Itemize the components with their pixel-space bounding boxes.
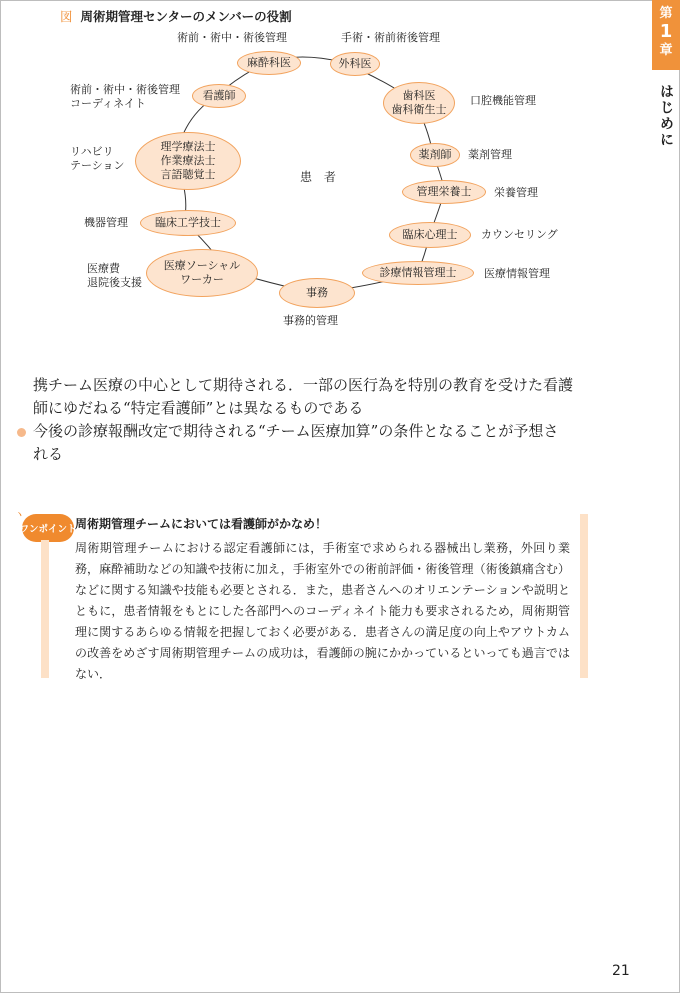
node-nurse: 看護師 (192, 84, 246, 108)
node-clerical: 事務 (279, 278, 355, 308)
chapter-suffix: 章 (659, 43, 673, 58)
center-label-patient: 患 者 (300, 170, 340, 184)
chapter-tab (652, 0, 680, 70)
body-line-1: 携チーム医療の中心として期待される．一部の医行為を特別の教育を受けた看護 (33, 376, 574, 394)
node-clinical-engineer: 臨床工学技士 (140, 210, 236, 236)
node-social-worker: 医療ソーシャル ワーカー (146, 249, 258, 297)
role-dietitian: 栄養管理 (494, 186, 538, 199)
node-psychologist: 臨床心理士 (389, 222, 471, 248)
one-point-text: 周術期管理チームにおける認定看護師には，手術室で求められる器械出し業務，外回り業務，麻酔補助などの知識や技術に加え，手術室外での術前評価・術後管理（術後鎮痛含む）などに関する知識や技能も必要とされる．また，患者さんへのオリエンテーションや説明とともに，患者情報をもとにした各部門へのコーディネイト能力も要求されるため，周術期管理に関するあらゆる情報を把握しておく必要がある．患者さんの満足度の向上やアウトカムの改善をめざす周術期管理チームの成功は，看護師の腕にかかっているといっても過言ではない． (75, 541, 570, 681)
role-medical-records: 医療情報管理 (484, 267, 550, 280)
role-psychologist: カウンセリング (481, 228, 558, 241)
body-line-2: 師にゆだねる“特定看護師”とは異なるものである (33, 399, 364, 417)
node-surgeon: 外科医 (330, 52, 380, 76)
one-point-left-bar (41, 540, 49, 678)
role-rehab: リハビリ テーション (70, 145, 125, 172)
page-number: 21 (612, 963, 630, 979)
one-point-right-bar (580, 514, 588, 678)
role-clinical-engineer: 機器管理 (84, 216, 128, 229)
role-nurse: 術前・術中・術後管理 コーディネイト (70, 83, 180, 110)
node-pharmacist: 薬剤師 (410, 143, 460, 167)
bullet-icon (17, 428, 26, 437)
bullet-text: 今後の診療報酬改定で期待される“チーム医療加算”の条件となることが予想さ (33, 422, 559, 440)
node-medical-records: 診療情報管理士 (362, 261, 474, 285)
sparkle-icon: ヽ (14, 508, 25, 521)
role-clerical: 事務的管理 (283, 314, 338, 327)
one-point-title: 周術期管理チームにおいては看護師がかなめ！ (75, 517, 328, 531)
team-diagram (0, 0, 680, 340)
one-point-label: ワンポイント (22, 514, 74, 542)
node-dietitian: 管理栄養士 (402, 180, 486, 204)
role-pharmacist: 薬剤管理 (468, 148, 512, 161)
one-point-badge (14, 506, 77, 542)
role-social-worker: 医療費 退院後支援 (87, 262, 142, 289)
figure-mark: 図 (60, 9, 73, 24)
node-rehab-therapists: 理学療法士 作業療法士 言語聴覚士 (135, 132, 241, 190)
chapter-prefix: 第 (659, 6, 673, 21)
role-anesthesiologist: 術前・術中・術後管理 (177, 31, 287, 44)
body-text (33, 374, 633, 466)
bullet-continuation: れる (33, 445, 64, 463)
role-dentist: 口腔機能管理 (470, 94, 536, 107)
chapter-title: はじめに (658, 84, 674, 148)
node-anesthesiologist: 麻酔科医 (237, 51, 301, 75)
figure-title: 周術期管理センターのメンバーの役割 (80, 9, 292, 24)
chapter-number: 1 (659, 21, 673, 42)
bullet-item (33, 420, 633, 443)
role-surgeon: 手術・術前術後管理 (341, 31, 440, 44)
node-dentist: 歯科医 歯科衛生士 (383, 82, 455, 124)
